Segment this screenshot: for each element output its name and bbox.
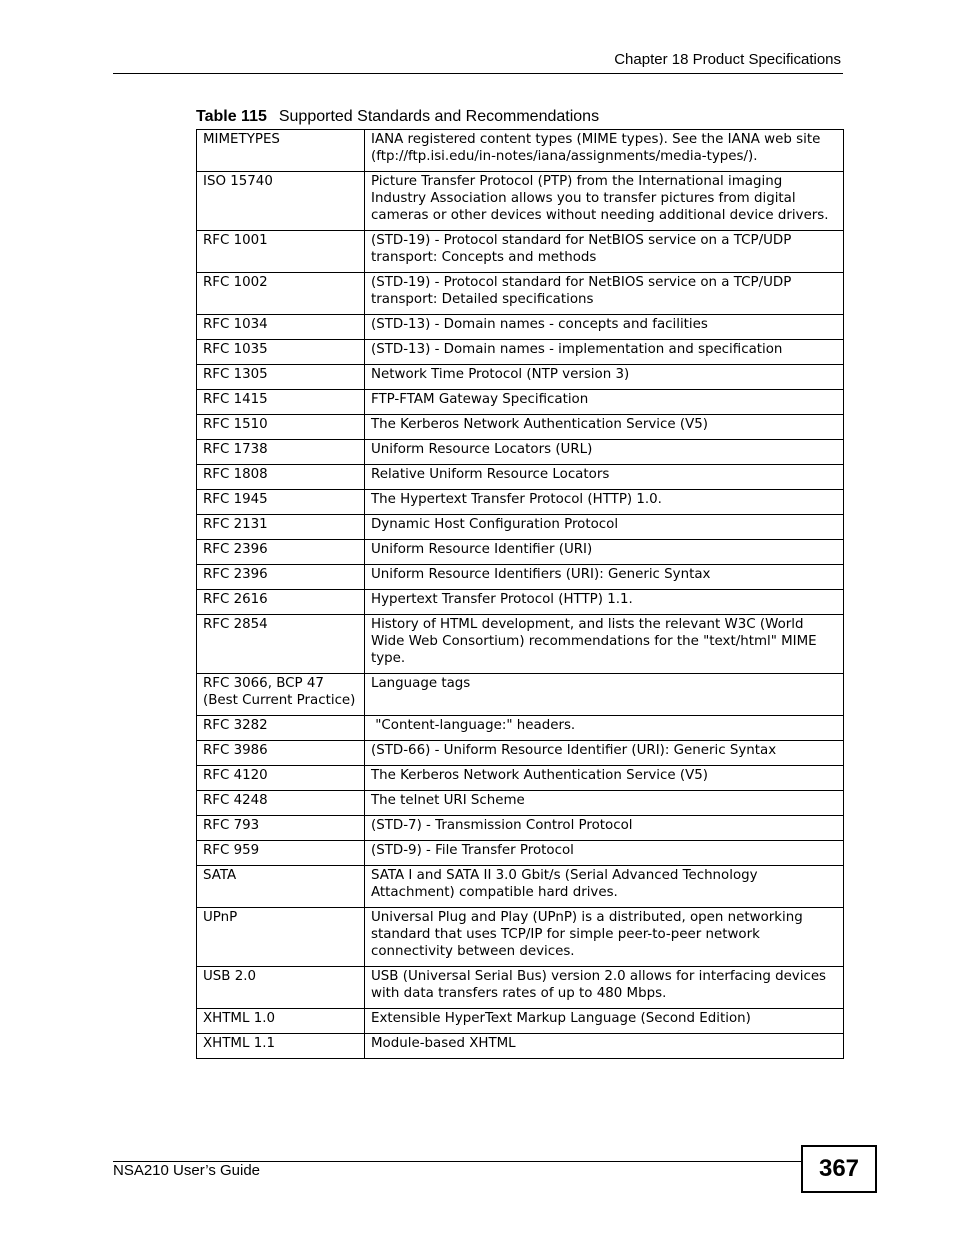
table-row: [197, 866, 844, 908]
table-row: [197, 390, 844, 415]
standard-cell: XHTML 1.0: [197, 1009, 365, 1034]
chapter-header: Chapter 18 Product Specifications: [614, 51, 841, 68]
standard-cell: RFC 1305: [197, 365, 365, 390]
table-row: [197, 1009, 844, 1034]
standard-cell: RFC 793: [197, 816, 365, 841]
standard-cell: RFC 2396: [197, 565, 365, 590]
standard-cell: RFC 1510: [197, 415, 365, 440]
description-cell: Module-based XHTML: [365, 1034, 844, 1059]
description-cell: (STD-19) - Protocol standard for NetBIOS service on a TCP/UDP transport: Detailed specifications: [365, 273, 844, 315]
table-row: [197, 490, 844, 515]
description-cell: "Content-language:" headers.: [365, 716, 844, 741]
description-cell: (STD-19) - Protocol standard for NetBIOS service on a TCP/UDP transport: Concepts and methods: [365, 231, 844, 273]
table-row: [197, 273, 844, 315]
table-row: [197, 365, 844, 390]
table-row: [197, 340, 844, 365]
description-cell: Language tags: [365, 674, 844, 716]
standard-cell: RFC 1002: [197, 273, 365, 315]
standard-cell: RFC 3282: [197, 716, 365, 741]
description-cell: IANA registered content types (MIME types). See the IANA web site (ftp://ftp.isi.edu/in-notes/iana/assignments/media-types/).: [365, 130, 844, 172]
table-row: [197, 130, 844, 172]
standard-cell: RFC 1415: [197, 390, 365, 415]
description-cell: Universal Plug and Play (UPnP) is a distributed, open networking standard that uses TCP/IP for simple peer-to-peer network connectivity between devices.: [365, 908, 844, 967]
table-row: [197, 540, 844, 565]
standard-cell: RFC 3066, BCP 47 (Best Current Practice): [197, 674, 365, 716]
table-row: [197, 766, 844, 791]
table-row: [197, 791, 844, 816]
table-row: [197, 172, 844, 231]
description-cell: (STD-9) - File Transfer Protocol: [365, 841, 844, 866]
description-cell: Uniform Resource Identifier (URI): [365, 540, 844, 565]
table-row: [197, 315, 844, 340]
table-row: [197, 716, 844, 741]
standard-cell: RFC 1001: [197, 231, 365, 273]
table-row: [197, 674, 844, 716]
standard-cell: UPnP: [197, 908, 365, 967]
description-cell: The Hypertext Transfer Protocol (HTTP) 1.0.: [365, 490, 844, 515]
standard-cell: RFC 4120: [197, 766, 365, 791]
standard-cell: RFC 3986: [197, 741, 365, 766]
description-cell: (STD-7) - Transmission Control Protocol: [365, 816, 844, 841]
table-row: [197, 615, 844, 674]
description-cell: USB (Universal Serial Bus) version 2.0 allows for interfacing devices with data transfers rates of up to 480 Mbps.: [365, 967, 844, 1009]
standard-cell: RFC 2616: [197, 590, 365, 615]
table-row: [197, 1034, 844, 1059]
description-cell: (STD-13) - Domain names - concepts and facilities: [365, 315, 844, 340]
table-row: [197, 515, 844, 540]
standard-cell: RFC 1034: [197, 315, 365, 340]
page-number: 367: [801, 1145, 877, 1193]
description-cell: (STD-13) - Domain names - implementation and specification: [365, 340, 844, 365]
standard-cell: RFC 2131: [197, 515, 365, 540]
description-cell: The Kerberos Network Authentication Service (V5): [365, 766, 844, 791]
standard-cell: RFC 4248: [197, 791, 365, 816]
description-cell: FTP-FTAM Gateway Specification: [365, 390, 844, 415]
description-cell: Relative Uniform Resource Locators: [365, 465, 844, 490]
table-caption: [196, 108, 599, 126]
table-row: [197, 590, 844, 615]
standards-table: [196, 129, 844, 1059]
description-cell: The telnet URI Scheme: [365, 791, 844, 816]
description-cell: SATA I and SATA II 3.0 Gbit/s (Serial Advanced Technology Attachment) compatible hard drives.: [365, 866, 844, 908]
description-cell: Picture Transfer Protocol (PTP) from the International imaging Industry Association allows you to transfer pictures from digital cameras or other devices without needing additional device drivers.: [365, 172, 844, 231]
description-cell: Uniform Resource Locators (URL): [365, 440, 844, 465]
standard-cell: ISO 15740: [197, 172, 365, 231]
table-row: [197, 465, 844, 490]
description-cell: History of HTML development, and lists the relevant W3C (World Wide Web Consortium) recommendations for the "text/html" MIME type.: [365, 615, 844, 674]
table-number: Table 115: [196, 108, 267, 125]
standard-cell: USB 2.0: [197, 967, 365, 1009]
standard-cell: RFC 2396: [197, 540, 365, 565]
description-cell: Network Time Protocol (NTP version 3): [365, 365, 844, 390]
table-row: [197, 841, 844, 866]
description-cell: Hypertext Transfer Protocol (HTTP) 1.1.: [365, 590, 844, 615]
standard-cell: RFC 1945: [197, 490, 365, 515]
table-row: [197, 908, 844, 967]
standard-cell: RFC 1808: [197, 465, 365, 490]
standard-cell: RFC 2854: [197, 615, 365, 674]
description-cell: Uniform Resource Identifiers (URI): Generic Syntax: [365, 565, 844, 590]
table-row: [197, 967, 844, 1009]
table-row: [197, 741, 844, 766]
table-row: [197, 415, 844, 440]
guide-title: NSA210 User’s Guide: [113, 1162, 261, 1179]
standard-cell: MIMETYPES: [197, 130, 365, 172]
standard-cell: XHTML 1.1: [197, 1034, 365, 1059]
standard-cell: RFC 1035: [197, 340, 365, 365]
description-cell: (STD-66) - Uniform Resource Identifier (URI): Generic Syntax: [365, 741, 844, 766]
description-cell: Extensible HyperText Markup Language (Second Edition): [365, 1009, 844, 1034]
standards-table-body: [197, 130, 844, 1059]
standard-cell: RFC 1738: [197, 440, 365, 465]
table-row: [197, 565, 844, 590]
table-row: [197, 440, 844, 465]
table-row: [197, 816, 844, 841]
standard-cell: SATA: [197, 866, 365, 908]
description-cell: The Kerberos Network Authentication Service (V5): [365, 415, 844, 440]
table-title: Supported Standards and Recommendations: [278, 108, 600, 125]
standard-cell: RFC 959: [197, 841, 365, 866]
header-divider: [113, 73, 843, 74]
description-cell: Dynamic Host Configuration Protocol: [365, 515, 844, 540]
table-row: [197, 231, 844, 273]
